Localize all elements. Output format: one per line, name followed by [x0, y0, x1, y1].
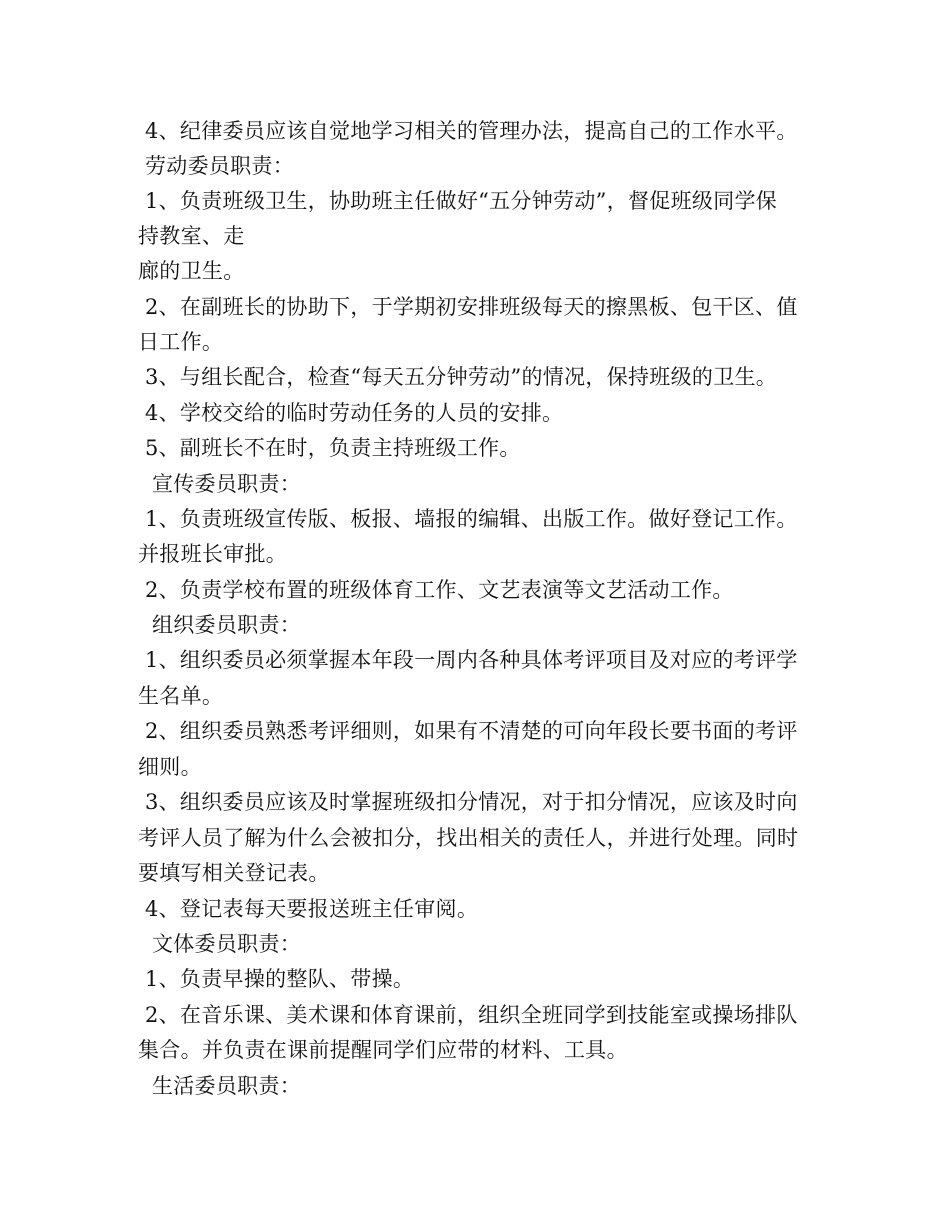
- section-heading: 劳动委员职责：: [138, 154, 295, 178]
- text-line: 持教室、走: [138, 224, 245, 248]
- section-heading: 生活委员职责：: [138, 1074, 302, 1098]
- section-heading: 组织委员职责：: [138, 613, 302, 637]
- text-line: 廊的卫生。: [138, 259, 245, 283]
- text-line: 日工作。: [138, 330, 224, 354]
- text-line: 3、组织委员应该及时掌握班级扣分情况，对于扣分情况，应该及时向: [138, 790, 798, 814]
- text-line: 2、在副班长的协助下，于学期初安排班级每天的擦黑板、包干区、值: [138, 295, 798, 319]
- text-line: 2、组织委员熟悉考评细则，如果有不清楚的可向年段长要书面的考评: [138, 719, 798, 743]
- text-line: 集合。并负责在课前提醒同学们应带的材料、工具。: [138, 1038, 628, 1062]
- text-line: 4、学校交给的临时劳动任务的人员的安排。: [138, 401, 564, 425]
- text-line: 3、与组长配合，检查“每天五分钟劳动”的情况，保持班级的卫生。: [138, 365, 778, 389]
- text-line: 5、副班长不在时，负责主持班级工作。: [138, 436, 521, 460]
- section-heading: 宣传委员职责：: [138, 472, 302, 496]
- text-line: 细则。: [138, 755, 202, 779]
- text-line: 要填写相关登记表。: [138, 861, 330, 885]
- text-line: 4、纪律委员应该自觉地学习相关的管理办法，提高自己的工作水平。: [138, 119, 798, 143]
- section-heading: 文体委员职责：: [138, 932, 302, 956]
- text-line: 1、负责班级宣传版、板报、墙报的编辑、出版工作。做好登记工作。: [138, 507, 798, 531]
- text-line: 并报班长审批。: [138, 542, 288, 566]
- text-line: 4、登记表每天要报送班主任审阅。: [138, 897, 479, 921]
- text-line: 1、负责班级卫生，协助班主任做好“五分钟劳动”，督促班级同学保: [138, 189, 778, 213]
- text-line: 2、负责学校布置的班级体育工作、文艺表演等文艺活动工作。: [138, 578, 734, 602]
- text-line: 2、在音乐课、美术课和体育课前，组织全班同学到技能室或操场排队: [138, 1003, 798, 1027]
- text-line: 1、负责早操的整队、带操。: [138, 967, 415, 991]
- text-line: 1、组织委员必须掌握本年段一周内各种具体考评项目及对应的考评学: [138, 648, 798, 672]
- text-line: 生名单。: [138, 684, 224, 708]
- text-line: 考评人员了解为什么会被扣分，找出相关的责任人，并进行处理。同时: [138, 826, 799, 850]
